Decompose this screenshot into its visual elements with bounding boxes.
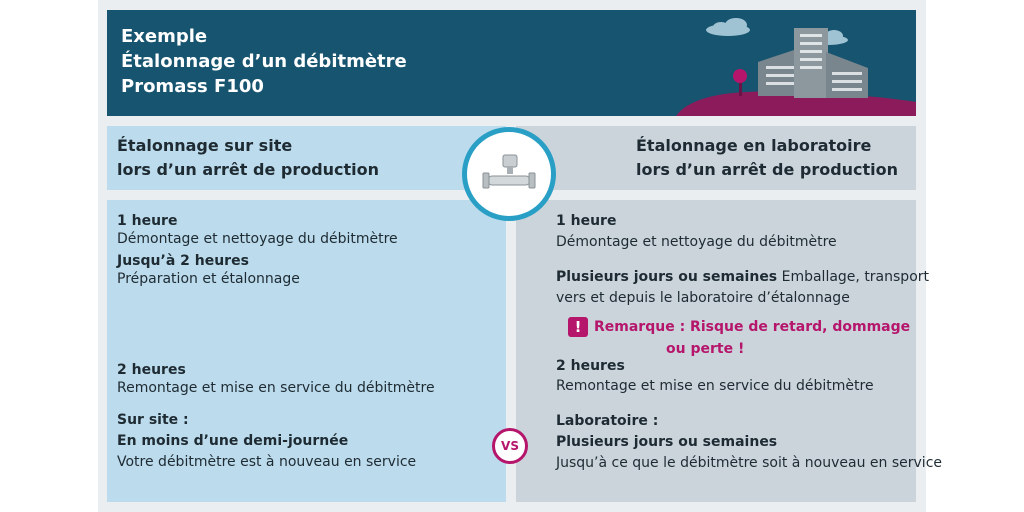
lab-title-panel (516, 126, 916, 190)
lab-step3-desc: Remontage et mise en service du débitmètre (556, 378, 874, 394)
warning-icon: ! (568, 317, 588, 337)
lab-note-line2: ou perte ! (666, 341, 745, 357)
lab-title (636, 134, 898, 182)
building-icon (794, 28, 828, 98)
header-line-product: Promass F100 (121, 76, 264, 97)
flowmeter-badge (462, 127, 556, 221)
onsite-title-line2: lors d’un arrêt de production (117, 160, 380, 179)
onsite-step1-duration: 1 heure (117, 213, 178, 229)
onsite-result-label: Sur site : (117, 412, 189, 428)
onsite-step1-desc: Démontage et nettoyage du débitmètre (117, 231, 398, 247)
flowmeter-icon (467, 132, 551, 216)
lab-note-line1: Remarque : Risque de retard, dommage (594, 319, 911, 335)
cloud-icon (706, 18, 750, 36)
lab-step1-duration: 1 heure (556, 213, 617, 229)
buildings-illustration (676, 10, 916, 116)
onsite-step2-desc: Préparation et étalonnage (117, 271, 300, 287)
header-title (121, 24, 407, 99)
lab-step2-desc-b: vers et depuis le laboratoire d’étalonnage (556, 290, 850, 306)
lab-step2-duration: Plusieurs jours ou semaines (556, 269, 778, 285)
onsite-title (117, 134, 379, 182)
header-banner (107, 10, 916, 116)
onsite-step3-desc: Remontage et mise en service du débitmètre (117, 380, 435, 396)
lab-step2 (556, 267, 929, 287)
lab-title-line2: lors d’un arrêt de production (636, 160, 899, 179)
lab-title-line1: Étalonnage en laboratoire (636, 136, 872, 155)
lab-result-desc: Jusqu’à ce que le débitmètre soit à nouveau en service (556, 455, 943, 471)
lab-step1-desc: Démontage et nettoyage du débitmètre (556, 234, 837, 250)
header-line-example: Exemple (121, 26, 208, 47)
onsite-result-duration: En moins d’une demi-journée (117, 433, 349, 449)
onsite-result-desc: Votre débitmètre est à nouveau en service (117, 454, 417, 470)
header-line-subject: Étalonnage d’un débitmètre (121, 51, 407, 72)
building-icon (826, 52, 868, 98)
onsite-step3-duration: 2 heures (117, 362, 186, 378)
vs-badge: VS (492, 428, 528, 464)
lab-result-duration: Plusieurs jours ou semaines (556, 434, 778, 450)
onsite-title-panel (107, 126, 506, 190)
tree-icon (733, 69, 747, 96)
lab-result-label: Laboratoire : (556, 413, 659, 429)
onsite-step2-duration: Jusqu’à 2 heures (117, 253, 249, 269)
lab-step2-desc-a: Emballage, transport (777, 269, 930, 285)
onsite-title-line1: Étalonnage sur site (117, 136, 293, 155)
lab-step3-duration: 2 heures (556, 358, 625, 374)
